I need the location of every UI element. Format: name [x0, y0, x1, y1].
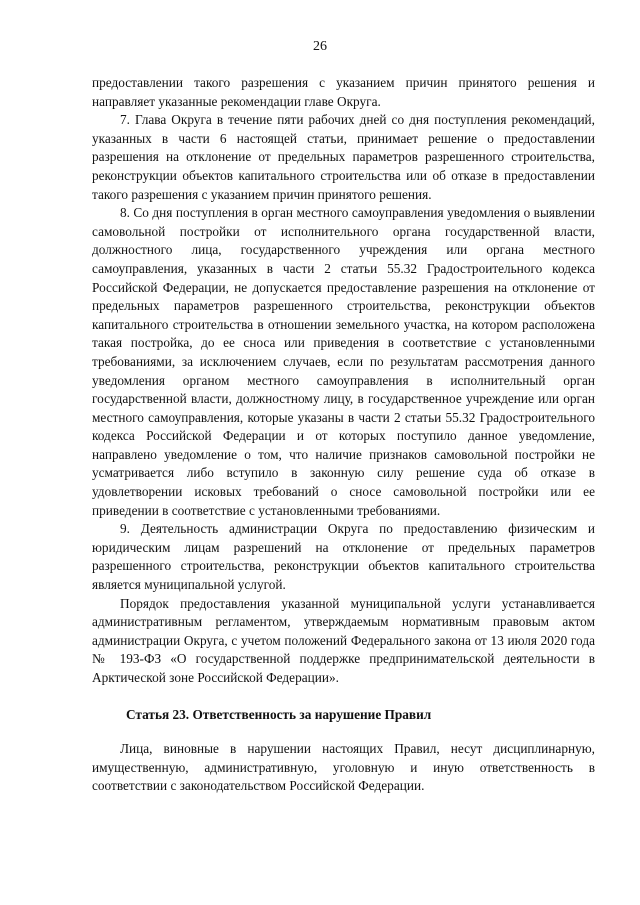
page-number: 26 — [313, 39, 327, 54]
paragraph-item-9: 9. Деятельность администрации Округа по предоставлению физическим и юридическим лицам разрешений на отклонение от предельных параметров разрешенного строительства, реконструкции объектов капитального строительства является муниципальной услугой. — [92, 521, 595, 593]
paragraph-responsibility: Лица, виновные в нарушении настоящих Правил, несут дисциплинарную, имущественную, административную, уголовную и иную ответственность в соответствии с законодательством Российской Федерации. — [92, 741, 595, 794]
paragraph-continuation: предоставлении такого разрешения с указанием причин принятого решения и направляет указанные рекомендации главе Округа. — [92, 75, 595, 109]
paragraph-item-8: 8. Со дня поступления в орган местного самоуправления уведомления о выявлении самовольной постройки от исполнительного органа государственной власти, должностного лица, государственного учреждения или органа местного самоуправления, указанных в части 2 статьи 55.32 Градостроительного кодекса Российской Федерации, не допускается предоставление разрешения на отклонение от предельных параметров разрешенного строительства, реконструкции объектов капитального строительства в отношении земельного участка, на котором расположена такая постройка, до ее сноса или приведения в соответствие с установленными требованиями, за исключением случаев, если по результатам рассмотрения данного уведомления органом местного самоуправления в исполнительный орган государственной власти, должностному лицу, в государственное учреждение или орган местного самоуправления, которые указаны в части 2 статьи 55.32 Градостроительного кодекса Российской Федерации и от которых поступило данное уведомление, направлено уведомление о том, что наличие признаков самовольной постройки не усматривается либо вступило в законную силу решение суда об отказе в удовлетворении исковых требований о сносе самовольной постройки или ее приведении в соответствие с установленными требованиями. — [92, 205, 595, 518]
page-content — [92, 74, 595, 796]
paragraph-procedure: Порядок предоставления указанной муниципальной услуги устанавливается административным регламентом, утверждаемым нормативным правовым актом администрации Округа, с учетом положений Федерального закона от 13 июля 2020 года № 193-ФЗ «О государственной поддержке предпринимательской деятельности в Арктической зоне Российской Федерации». — [92, 595, 595, 685]
paragraph-item-7: 7. Глава Округа в течение пяти рабочих дней со дня поступления рекомендаций, указанных в части 6 настоящей статьи, принимает решение о предоставлении разрешения на отклонение от предельных параметров разрешенного строительства, реконструкции объектов капитального строительства или об отказе в предоставлении такого разрешения с указанием причин принятого решения. — [92, 112, 595, 202]
article-heading: Статья 23. Ответственность за нарушение Правил — [126, 706, 432, 722]
